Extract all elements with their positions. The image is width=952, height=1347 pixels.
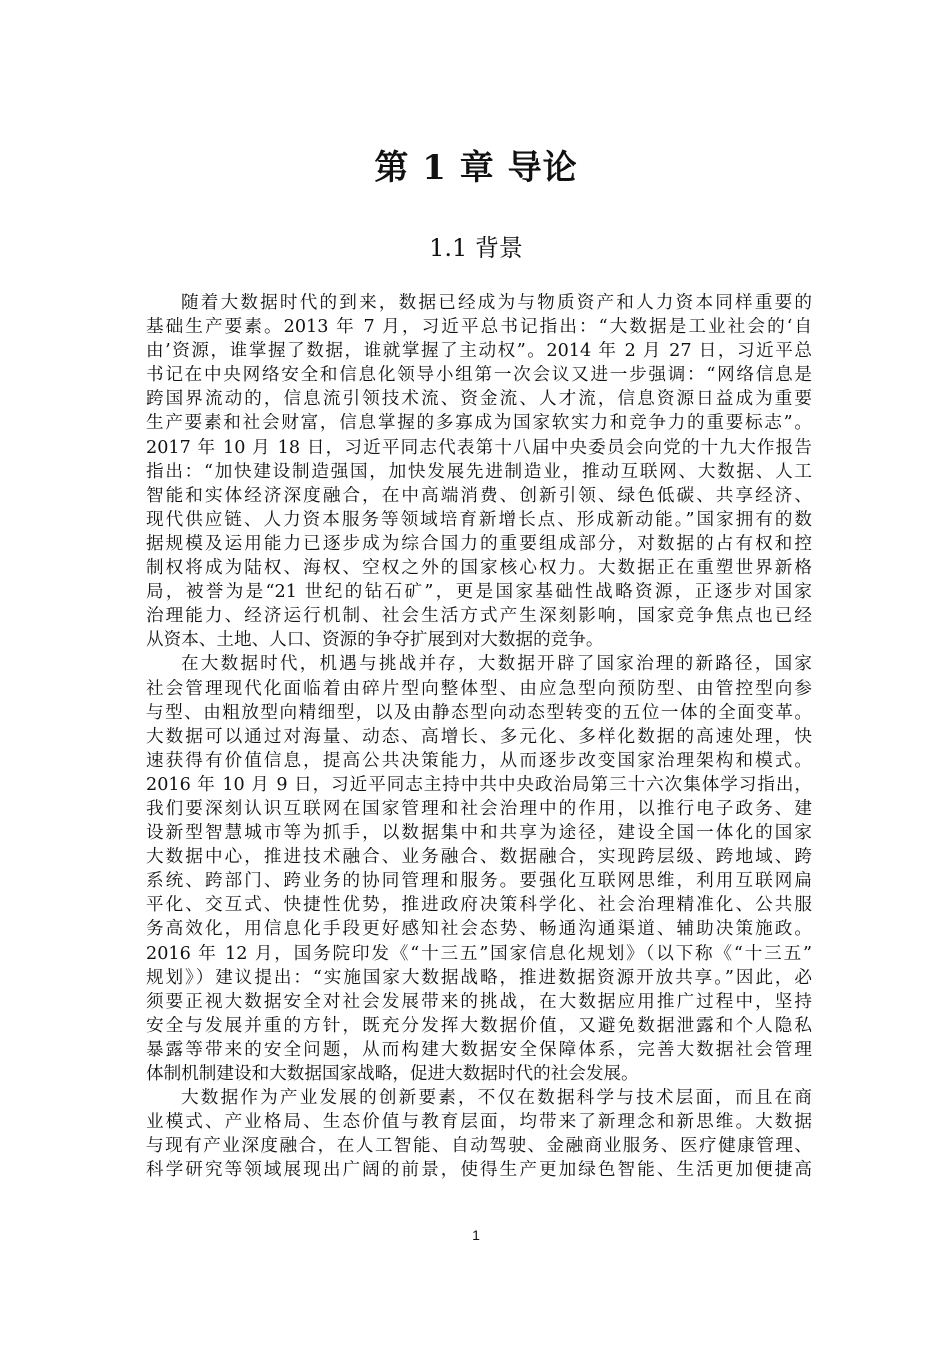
text-line: 跨国界流动的，信息流引领技术流、资金流、人才流，信息资源日益成为重要 xyxy=(146,389,812,410)
text-line: 基础生产要素。2013 年 7 月，习近平总书记指出：“大数据是工业社会的‘自 xyxy=(146,317,812,338)
text-line: 与现有产业深度融合，在人工智能、自动驾驶、金融商业服务、医疗健康管理、 xyxy=(146,1136,812,1157)
text-line: 我们要深刻认识互联网在国家管理和社会治理中的作用，以推行电子政务、建 xyxy=(146,798,812,819)
text-line: 由’资源，谁掌握了数据，谁就掌握了主动权”。2014 年 2 月 27 日，习近平总 xyxy=(146,341,812,362)
text-line: 随着大数据时代的到来，数据已经成为与物质资产和人力资本同样重要的 xyxy=(181,293,812,313)
text-line: 2016 年 12 月，国务院印发《“十三五”国家信息化规划》（以下称《“十三五” xyxy=(146,943,812,964)
text-line: 现代供应链、人力资本服务等领域培育新增长点、形成新动能。”国家拥有的数 xyxy=(146,509,812,530)
text-line: 局，被誉为是“21 世纪的钻石矿”，更是国家基础性战略资源，正逐步对国家 xyxy=(146,582,812,603)
text-line: 生产要素和社会财富，信息掌握的多寡成为国家软实力和竞争力的重要标志”。 xyxy=(146,413,812,434)
page-number: 1 xyxy=(472,1227,480,1243)
text-line: 大数据中心，推进技术融合、业务融合、数据融合，实现跨层级、跨地域、跨 xyxy=(146,847,812,868)
text-line: 指出：“加快建设制造强国，加快发展先进制造业，推动互联网、大数据、人工 xyxy=(146,461,812,482)
text-line: 从资本、土地、人口、资源的争夺扩展到对大数据的竞争。 xyxy=(146,630,604,651)
text-line: 治理能力、经济运行机制、社会生活方式产生深刻影响，国家竞争焦点也已经 xyxy=(146,606,812,627)
text-line: 据规模及运用能力已逐步成为综合国力的重要组成部分，对数据的占有权和控 xyxy=(146,533,812,554)
paragraph xyxy=(146,652,812,1086)
text-line: 须要正视大数据安全对社会发展带来的挑战，在大数据应用推广过程中，坚持 xyxy=(146,991,812,1012)
text-line: 制权将成为陆权、海权、空权之外的国家核心权力。大数据正在重塑世界新格 xyxy=(146,558,812,579)
text-line: 大数据可以通过对海量、动态、高增长、多元化、多样化数据的高速处理，快 xyxy=(146,726,812,747)
text-line: 智能和实体经济深度融合，在中高端消费、创新引领、绿色低碳、共享经济、 xyxy=(146,485,812,506)
text-line: 与型、由粗放型向精细型，以及由静态型向动态型转变的五位一体的全面变革。 xyxy=(146,702,812,723)
text-line: 体制机制建设和大数据国家战略，促进大数据时代的社会发展。 xyxy=(146,1064,639,1084)
text-line: 系统、跨部门、跨业务的协同管理和服务。要强化互联网思维，利用互联网扁 xyxy=(146,871,812,892)
text-line: 2017 年 10 月 18 日，习近平同志代表第十八届中央委员会向党的十九大作报告 xyxy=(146,437,812,458)
text-line: 业模式、产业格局、生态价值与教育层面，均带来了新理念和新思维。大数据 xyxy=(146,1112,812,1133)
text-line: 书记在中央网络安全和信息化领导小组第一次会议又进一步强调：“网络信息是 xyxy=(146,365,812,386)
text-line: 平化、交互式、快捷性优势，推进政府决策科学化、社会治理精准化、公共服 xyxy=(146,895,812,916)
text-line: 科学研究等领域展现出广阔的前景，使得生产更加绿色智能、生活更加便捷高 xyxy=(146,1160,812,1181)
section-title: 1.1 背景 xyxy=(429,234,523,262)
text-line: 暴露等带来的安全问题，从而构建大数据安全保障体系，完善大数据社会管理 xyxy=(146,1039,812,1060)
text-line: 设新型智慧城市等为抓手，以数据集中和共享为途径，建设全国一体化的国家 xyxy=(146,823,812,844)
body-text xyxy=(146,291,812,1182)
text-line: 在大数据时代，机遇与挑战并存，大数据开辟了国家治理的新路径，国家 xyxy=(181,654,812,675)
text-line: 速获得有价值信息，提高公共决策能力，从而逐步改变国家治理架构和模式。 xyxy=(146,750,812,771)
chapter-title: 第 1 章 导论 xyxy=(374,148,578,188)
text-line: 务高效化，用信息化手段更好感知社会态势、畅通沟通渠道、辅助决策施政。 xyxy=(146,919,812,940)
text-line: 规划》）建议提出：“实施国家大数据战略，推进数据资源开放共享。”因此，必 xyxy=(146,967,812,988)
text-line: 安全与发展并重的方针，既充分发挥大数据价值，又避免数据泄露和个人隐私 xyxy=(146,1015,812,1036)
paragraph xyxy=(146,1086,812,1182)
text-line: 大数据作为产业发展的创新要素，不仅在数据科学与技术层面，而且在商 xyxy=(181,1088,812,1109)
text-line: 社会管理现代化面临着由碎片型向整体型、由应急型向预防型、由管控型向参 xyxy=(146,678,812,699)
text-line: 2016 年 10 月 9 日，习近平同志主持中共中央政治局第三十六次集体学习指出， xyxy=(146,774,812,795)
paragraph xyxy=(146,291,812,652)
